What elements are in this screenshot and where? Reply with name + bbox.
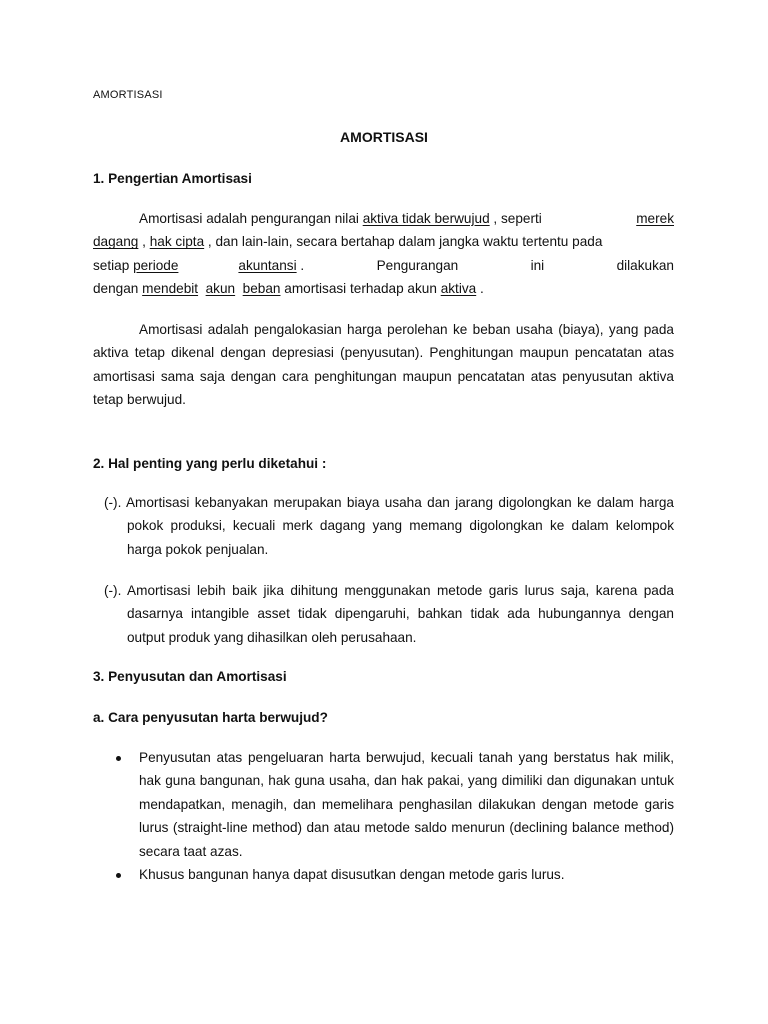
p1-word-dilakukan: dilakukan: [616, 257, 674, 273]
bullet-text: Penyusutan atas pengeluaran harta berwujud, kecuali tanah yang berstatus hak milik, hak guna bangunan, hak guna usaha, dan hak pakai, yang dimiliki dan digunakan untuk mendapatkan, menagih, dan memelihara penghasilan dilakukan dengan metode garis lurus (straight-line method) dan atau metode saldo menurun (declining balance method) secara taat azas.: [139, 750, 674, 859]
link-akuntansi[interactable]: akuntansi: [238, 257, 297, 273]
p1-text4: , dan lain-lain, secara bertahap dalam jangka waktu tertentu pada: [204, 234, 603, 250]
link-aktiva[interactable]: aktiva: [440, 281, 477, 297]
bullet-text: Khusus bangunan hanya dapat disusutkan dengan metode garis lurus.: [139, 867, 565, 882]
p1-line4: [93, 277, 674, 300]
link-merek[interactable]: merek: [636, 211, 674, 226]
bullet-icon: [93, 863, 139, 886]
bullet-item: [93, 746, 674, 863]
p1-line3: [93, 254, 674, 277]
p1-word-pengurangan: Pengurangan: [376, 257, 459, 273]
p1-text9: .: [476, 281, 484, 297]
section3-heading: 3. Penyusutan dan Amortisasi: [93, 669, 287, 684]
list-item: (-). Amortisasi lebih baik jika dihitung menggunakan metode garis lurus saja, karena pada dasarnya intangible asset tidak dipengaruhi, bahkan tidak ada hubungannya dengan output produk yang dihasilkan oleh perusahaan.: [104, 583, 674, 645]
page-title: AMORTISASI: [340, 129, 428, 145]
header-tag: AMORTISASI: [93, 89, 163, 101]
p1-word-ini: ini: [530, 257, 545, 273]
link-aktiva-tidak-berwujud[interactable]: aktiva tidak berwujud: [362, 211, 490, 226]
bullet-icon: [93, 746, 139, 863]
bullet-item: [93, 863, 674, 886]
p1-text3: ,: [138, 234, 150, 250]
section1-paragraph1: [93, 207, 674, 301]
link-periode[interactable]: periode: [133, 257, 179, 273]
section2-heading: 2. Hal penting yang perlu diketahui :: [93, 456, 327, 471]
list-item: (-). Amortisasi kebanyakan merupakan biaya usaha dan jarang digolongkan ke dalam harga pokok produksi, kecuali merk dagang yang memang digolongkan ke dalam kelompok harga pokok penjualan.: [104, 495, 674, 557]
link-mendebit[interactable]: mendebit: [142, 281, 199, 297]
p1-text7: dengan: [93, 281, 143, 297]
link-dagang[interactable]: dagang: [93, 234, 139, 250]
section3-subheading: a. Cara penyusutan harta berwujud?: [93, 710, 328, 725]
p1-line2: [93, 230, 674, 253]
link-periode-akuntansi[interactable]: [133, 258, 297, 273]
link-akun[interactable]: akun: [205, 281, 236, 297]
link-hak-cipta[interactable]: hak cipta: [149, 234, 205, 250]
section1-paragraph2: Amortisasi adalah pengalokasian harga perolehan ke beban usaha (biaya), yang pada aktiva tetap dikenal dengan depresiasi (penyusutan). Penghitungan maupun pencatatan atas amortisasi sama saja dengan cara penghitungan maupun pencatatan atas penyusutan aktiva tetap berwujud.: [93, 322, 674, 408]
p1-text6: .: [296, 257, 305, 273]
p1-text5: setiap: [93, 257, 134, 273]
p1-line1: [93, 207, 674, 230]
p1-text2: , seperti: [489, 211, 542, 226]
p1-text1: Amortisasi adalah pengurangan nilai: [139, 211, 363, 226]
section1-heading: 1. Pengertian Amortisasi: [93, 171, 252, 186]
p1-text8: amortisasi terhadap akun: [280, 281, 441, 297]
link-beban[interactable]: beban: [242, 281, 281, 297]
